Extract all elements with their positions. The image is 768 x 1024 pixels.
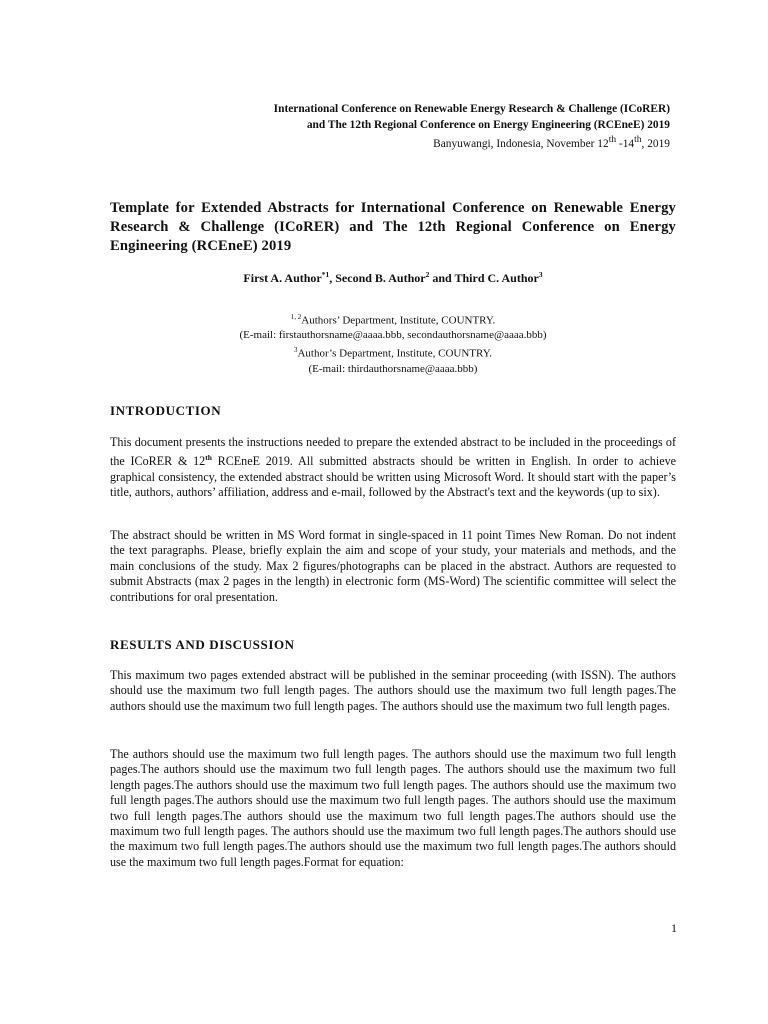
conference-header-line-2: and The 12th Regional Conference on Energy Engineering (RCEneE) 2019 [306, 118, 670, 131]
results-paragraph-1: This maximum two pages extended abstract will be published in the seminar proceeding (with ISSN). The authors should use the maximum two full length pages. The authors should use the maximum two full length pages.The authors should use the maximum two full length pages. The authors should use the maximum two full length pages. [110, 668, 676, 713]
introduction-heading: INTRODUCTION [110, 403, 222, 418]
paper-title: Template for Extended Abstracts for International Conference on Renewable Energy Research & Challenge (ICoRER) and The 12th Regional Conference on Energy Engineering (RCEneE) 2019 [110, 200, 676, 254]
paragraph-text: This document presents the instructions needed to prepare the extended abstract to be included in the proceedings of the ICoRER & 12 [110, 435, 676, 469]
affiliation-superscript: 3 [293, 346, 298, 355]
ordinal-superscript: th [205, 453, 212, 463]
conference-location-date [274, 133, 670, 152]
affiliation-text: Author’s Department, Institute, COUNTRY. [297, 347, 493, 360]
first-author-superscript: *1 [321, 270, 330, 279]
author-list [110, 267, 676, 286]
affiliation-text: Authors’ Department, Institute, COUNTRY. [301, 314, 496, 327]
results-heading: RESULTS AND DISCUSSION [110, 637, 295, 652]
affiliation-superscript: 1, 2 [290, 313, 302, 321]
results-paragraph-2: The authors should use the maximum two full length pages. The authors should use the maximum two full length pages.The authors should use the maximum two full length pages. The authors should use the maximum two full length pages.The authors should use the maximum two full length pages. The authors should use the maximum two full length pages.The authors should use the maximum two full length pages. The authors should use the maximum two full length pages.The authors should use the maximum two full length pages.The authors should use the maximum two full length pages. The authors should use the maximum two full length pages.The authors should use the maximum two full length pages.The authors should use the maximum two full length pages.The authors should use the maximum two full length pages.Format for equation: [110, 747, 676, 869]
location-date-text: Banyuwangi, Indonesia, November 12 [433, 137, 609, 150]
conference-header [274, 102, 670, 152]
paragraph-text: RCEneE 2019. All submitted abstracts should be written in English. In order to achieve graphical consistency, the extended abstract should be written using Microsoft Word. It should start with the paper’s title, authors, authors’ affiliation, address and e-mail, followed by the Abstract's text and the keywords (up to six). [110, 454, 676, 500]
second-author-superscript: 2 [425, 270, 430, 279]
affiliation-email-1: (E-mail: firstauthorsname@aaaa.bbb, secondauthorsname@aaaa.bbb) [239, 329, 547, 342]
date-range-text: -14 [616, 137, 635, 150]
year-text: , 2019 [641, 137, 670, 150]
date-superscript: th [634, 135, 642, 145]
third-author: and Third C. Author [429, 271, 539, 285]
affiliation-line-2 [110, 343, 676, 361]
second-author: , Second B. Author [329, 271, 426, 285]
affiliation-email-2: (E-mail: thirdauthorsname@aaaa.bbb) [308, 362, 478, 375]
conference-header-line-1: International Conference on Renewable Energy Research & Challenge (ICoRER) [273, 103, 670, 115]
affiliations [110, 310, 676, 377]
third-author-superscript: 3 [538, 270, 543, 279]
introduction-paragraph-1 [110, 435, 676, 501]
first-author: First A. Author [243, 271, 322, 285]
introduction-paragraph-2: The abstract should be written in MS Word format in single-spaced in 11 point Times New Roman. Do not indent the text paragraphs. Please, briefly explain the aim and scope of your study, your materials and methods, and the main conclusions of the study. Max 2 figures/photographs can be placed in the abstract. Authors are requested to submit Abstracts (max 2 pages in the length) in electronic form (MS-Word) The scientific committee will select the contributions for oral presentation. [110, 528, 676, 604]
date-superscript: th [608, 135, 617, 145]
page-number: 1 [671, 921, 677, 935]
affiliation-line-1 [110, 310, 676, 328]
